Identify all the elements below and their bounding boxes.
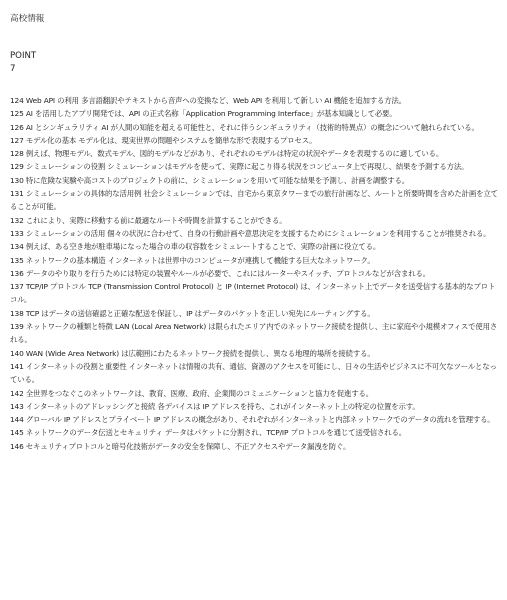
list-item: 144 グローバル IP アドレスとプライベート IP アドレスの概念があり、それぞれがインターネットと内部ネットワークでのデータの流れを管理する。 <box>10 415 495 425</box>
point-number: 7 <box>10 64 16 74</box>
list-item: 139 ネットワークの種類と特徴 LAN (Local Area Network) は限られたエリア内でのネットワーク接続を提供し、主に家庭や小規模オフィスで使用される。 <box>10 322 498 345</box>
list-item: 145 ネットワークのデータ伝送とセキュリティ データはパケットに分割され、TCP/IP プロトコルを通じて送受信される。 <box>10 428 407 438</box>
point-list <box>10 94 500 453</box>
list-item: 131 シミュレーションの具体的な活用例 社会シミュレーションでは、自宅から東京タワーまでの旅行計画など、ルートと所要時間を含めた計画を立てることが可能。 <box>10 189 498 212</box>
list-item: 126 AI とシンギュラリティ AI が人間の知能を超える可能性と、それに伴うシンギュラリティ（技術的特異点）の概念について触れられている。 <box>10 122 479 132</box>
list-item: 141 インターネットの役割と重要性 インターネットは情報の共有、通信、資源のアクセスを可能にし、日々の生活やビジネスに不可欠なツールとなっている。 <box>10 361 497 385</box>
list-item: 125 AI を活用したアプリ開発では、API の正式名称「Application Programming Interface」が基本知識として必要。 <box>10 109 397 119</box>
list-item: 128 例えば、物理モデル、数式モデル、図的モデルなどがあり、それぞれのモデルは特定の状況やデータを表現するのに適している。 <box>10 149 444 159</box>
point-label: POINT <box>10 51 37 61</box>
list-item: 134 例えば、ある空き地が駐車場になった場合の車の収容数をシミュレートすることで、実際の計画に役立てる。 <box>10 242 381 252</box>
list-item: 127 モデル化の基本 モデル化は、現実世界の問題やシステムを簡単な形で表現するプロセス。 <box>10 135 317 145</box>
list-item: 142 全世界をつなぐこのネットワークは、教育、医療、政府、企業間のコミュニケーションと協力を促進する。 <box>10 388 373 398</box>
list-item: 129 シミュレーションの役割 シミュレーションはモデルを使って、実際に起こり得る状況をコンピュータ上で再現し、結果を予測する方法。 <box>10 162 469 172</box>
list-item: 137 TCP/IP プロトコル TCP (Transmission Control Protocol) と IP (Internet Protocol) は、インターネット上でデータを送受信する基本的なプロトコル。 <box>10 282 496 305</box>
list-item: 140 WAN (Wide Area Network) は広範囲にわたるネットワーク接続を提供し、異なる地理的場所を接続する。 <box>10 348 375 358</box>
list-item: 132 これにより、実際に移動する前に最適なルートや時間を計算することができる。 <box>10 215 287 225</box>
list-item: 130 特に危険な実験や高コストのプロジェクトの前に、シミュレーションを用いて可能な結果を予測し、計画を調整する。 <box>10 175 410 185</box>
list-item: 136 データのやり取りを行うためには特定の装置やルールが必要で、これにはルーターやスイッチ、プロトコルなどが含まれる。 <box>10 268 430 278</box>
list-item: 143 インターネットのアドレッシングと接続 各デバイスは IP アドレスを持ち、これがインターネット上の特定の位置を示す。 <box>10 401 420 411</box>
list-item: 133 シミュレーションの活用 個々の状況に合わせて、自身の行動計画や意思決定を支援するためにシミュレーションを利用することが推奨される。 <box>10 228 491 238</box>
subject-heading: 高校情報 <box>10 14 45 24</box>
list-item: 146 セキュリティプロトコルと暗号化技術がデータの安全を保障し、不正アクセスやデータ漏洩を防ぐ。 <box>10 441 351 451</box>
list-item: 135 ネットワークの基本構造 インターネットは世界中のコンピュータが連携して機能する巨大なネットワーク。 <box>10 255 375 265</box>
list-item: 138 TCP はデータの送信確認と正確な配送を保証し、IP はデータのパケットを正しい宛先にルーティングする。 <box>10 308 375 318</box>
list-item: 124 Web API の利用 多言語翻訳やテキストから音声への変換など、Web API を利用して新しい AI 機能を追加する方法。 <box>10 96 406 105</box>
